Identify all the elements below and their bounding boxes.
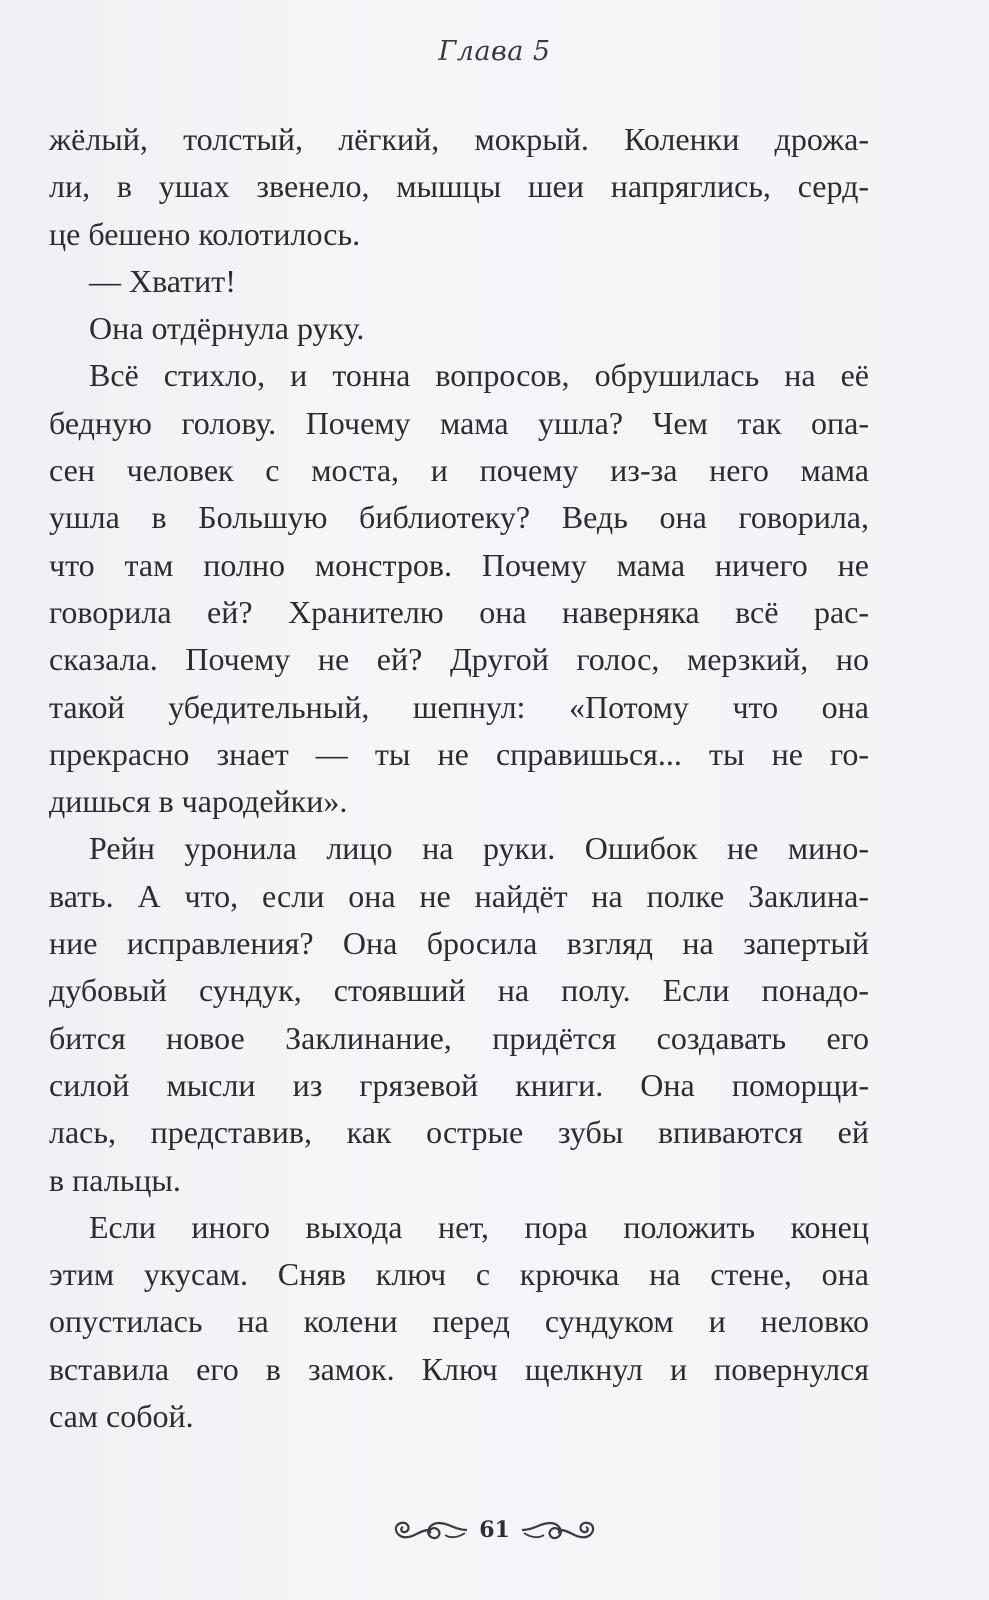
- text-line: этим укусам. Сняв ключ с крючка на стене, она: [49, 1256, 869, 1293]
- text-line: ли, в ушах звенело, мышцы шеи напряглись, серд-: [49, 168, 869, 205]
- text-line: силой мысли из грязевой книги. Она поморщи-: [49, 1066, 869, 1103]
- text-line: Рейн уронила лицо на руки. Ошибок не мино-: [89, 830, 869, 867]
- page-number: 61: [479, 1517, 510, 1543]
- running-head: Глава 5: [438, 36, 551, 67]
- text-line: Она отдёрнула руку.: [89, 310, 365, 347]
- text-line: бедную голову. Почему мама ушла? Чем так опа-: [49, 404, 869, 441]
- text-line: — Хватит!: [89, 262, 236, 299]
- text-line: Всё стихло, и тонна вопросов, обрушилась на её: [89, 357, 869, 394]
- text-line: лась, представив, как острые зубы впиваются ей: [49, 1114, 869, 1151]
- text-line: дишься в чародейки».: [49, 783, 348, 820]
- text-line: ние исправления? Она бросила взгляд на запертый: [49, 925, 869, 962]
- text-line: в пальцы.: [49, 1161, 181, 1198]
- body-text: [49, 116, 869, 1440]
- text-line: сам собой.: [49, 1398, 194, 1435]
- text-line: дубовый сундук, стоявший на полу. Если понадо-: [49, 972, 869, 1009]
- text-line: вать. А что, если она не найдёт на полке Заклина-: [49, 877, 869, 914]
- scroll-ornament-left-icon: [389, 1513, 469, 1547]
- page-folio: [0, 1510, 989, 1550]
- text-line: жёлый, толстый, лёгкий, мокрый. Коленки дрожа-: [49, 121, 869, 157]
- text-line: прекрасно знает — ты не справишься... ты не го-: [49, 735, 869, 772]
- text-line: вставила его в замок. Ключ щелкнул и повернулся: [49, 1350, 869, 1387]
- text-line: Если иного выхода нет, пора положить конец: [89, 1208, 869, 1245]
- text-line: це бешено колотилось.: [49, 215, 361, 252]
- text-line: бится новое Заклинание, придётся создавать его: [49, 1019, 869, 1056]
- text-line: ушла в Большую библиотеку? Ведь она говорила,: [49, 499, 869, 536]
- text-line: говорила ей? Хранителю она наверняка всё рас-: [49, 593, 869, 630]
- text-line: сказала. Почему не ей? Другой голос, мерзкий, но: [49, 641, 869, 678]
- text-line: такой убедительный, шепнул: «Потому что она: [49, 688, 869, 725]
- text-line: опустилась на колени перед сундуком и неловко: [49, 1303, 869, 1340]
- text-line: сен человек с моста, и почему из-за него мама: [49, 452, 869, 489]
- scroll-ornament-right-icon: [520, 1513, 600, 1547]
- text-line: что там полно монстров. Почему мама ничего не: [49, 546, 869, 583]
